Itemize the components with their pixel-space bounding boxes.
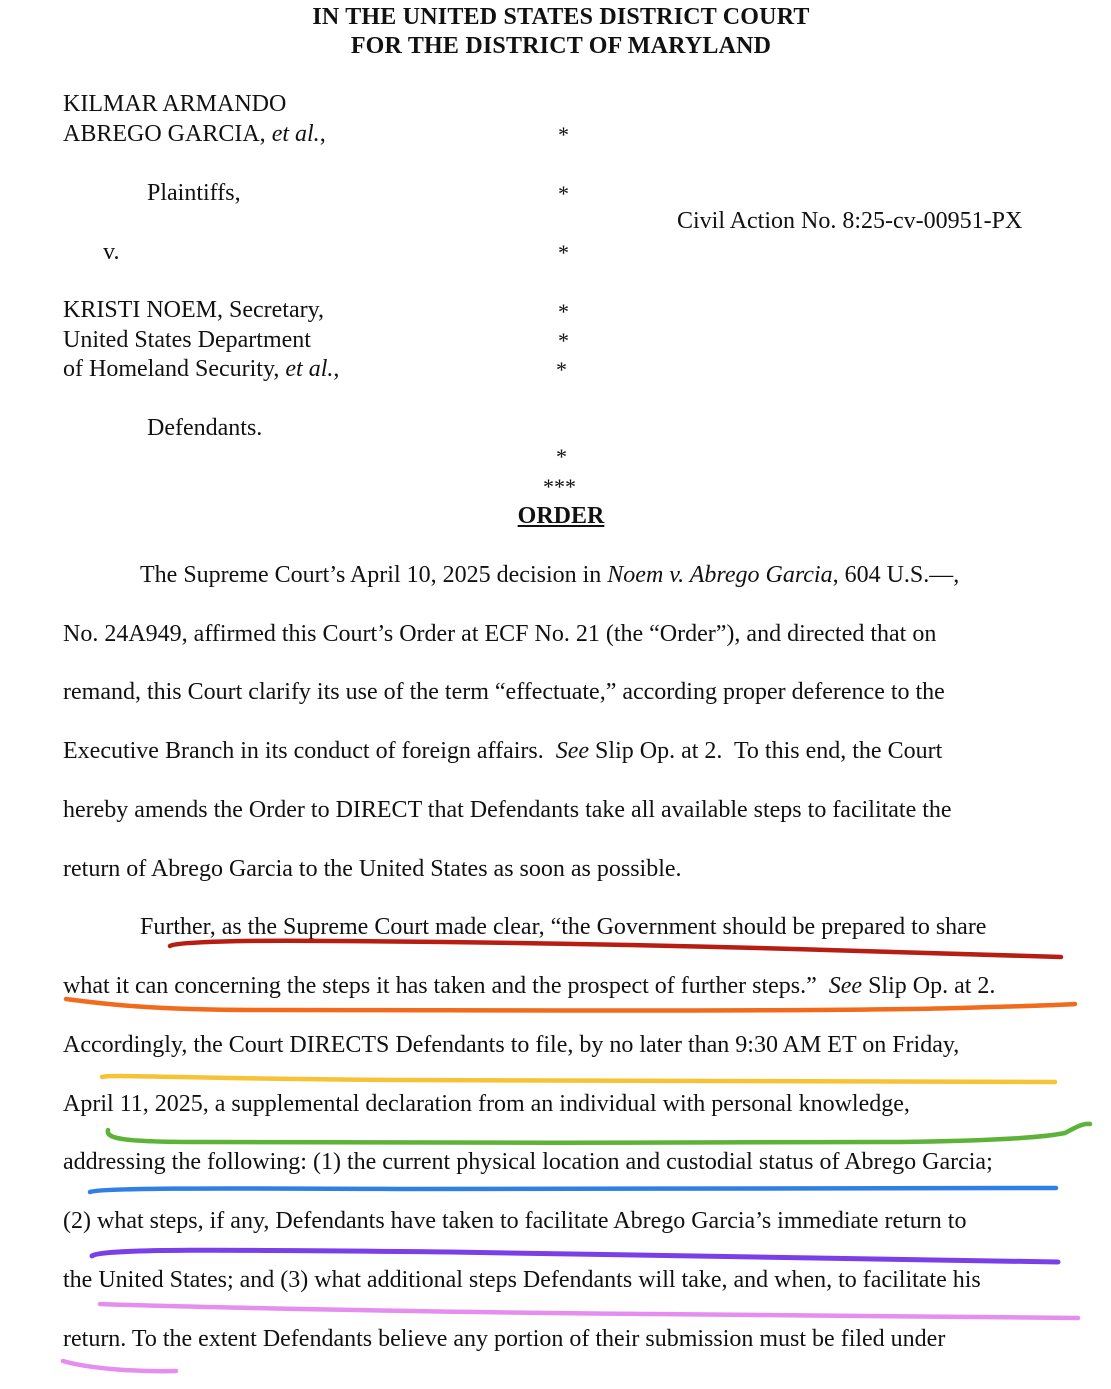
defendant-name-line2: United States Department — [63, 327, 311, 353]
text-run: Slip Op. at 2. — [862, 973, 996, 999]
et-al-text: et al. — [271, 121, 320, 147]
order-text-line: hereby amends the Order to DIRECT that Defendants take all available steps to facilitate the — [63, 797, 952, 823]
et-al-text: et al. — [285, 356, 334, 382]
versus-label: v. — [103, 239, 120, 265]
court-name-line1: IN THE UNITED STATES DISTRICT COURT — [312, 4, 810, 30]
caption-star: * — [558, 240, 569, 265]
defendant-name-line1: KRISTI NOEM, Secretary, — [63, 297, 325, 323]
underline-purple — [92, 1250, 1058, 1262]
underline-pink-short — [63, 1361, 176, 1371]
order-text-line: return. To the extent Defendants believe any portion of their submission must be filed under — [63, 1326, 946, 1352]
plaintiff-name-line2: ABREGO GARCIA, et al., — [63, 121, 326, 147]
caption-star: * — [558, 328, 569, 353]
plaintiffs-label: Plaintiffs, — [147, 180, 241, 206]
underline-green — [108, 1124, 1090, 1143]
underline-blue — [90, 1188, 1056, 1192]
defendants-label: Defendants. — [147, 415, 263, 441]
order-text-line: return of Abrego Garcia to the United States as soon as possible. — [63, 856, 682, 882]
citation-signal: See — [555, 738, 590, 764]
plaintiff-name-line1: KILMAR ARMANDO — [63, 91, 287, 117]
civil-action-number: Civil Action No. 8:25-cv-00951-PX — [677, 208, 1023, 234]
underline-red — [170, 941, 1061, 957]
order-text-line: Further, as the Supreme Court made clear, “the Government should be prepared to share — [140, 914, 987, 940]
plaintiff-name: ABREGO GARCIA, — [63, 121, 266, 147]
text-run: Slip Op. at 2. To this end, the Court — [589, 738, 943, 764]
underline-pink — [100, 1304, 1078, 1318]
defendant-name-line3: of Homeland Security, et al., — [63, 356, 340, 382]
underline-yellow — [102, 1076, 1055, 1082]
court-name-line2: FOR THE DISTRICT OF MARYLAND — [350, 33, 772, 59]
caption-star: * — [556, 444, 567, 469]
case-name: Noem v. Abrego Garcia — [607, 562, 833, 588]
order-text-line: April 11, 2025, a supplemental declaration from an individual with personal knowledge, — [63, 1091, 910, 1117]
caption-star: * — [558, 299, 569, 324]
order-text-line: No. 24A949, affirmed this Court’s Order at ECF No. 21 (the “Order”), and directed that on — [63, 621, 937, 647]
order-title: ORDER — [517, 503, 605, 529]
order-text-line: the United States; and (3) what additional steps Defendants will take, and when, to facilitate his — [63, 1267, 981, 1293]
caption-star: * — [558, 122, 569, 147]
order-text-line: Accordingly, the Court DIRECTS Defendants to file, by no later than 9:30 AM ET on Friday, — [63, 1032, 960, 1058]
order-text-line: remand, this Court clarify its use of the term “effectuate,” according proper deference to the — [63, 679, 945, 705]
caption-star: * — [558, 181, 569, 206]
caption-star: * — [556, 357, 567, 382]
text-run: The Supreme Court’s April 10, 2025 decision in — [140, 562, 608, 588]
text-run: Executive Branch in its conduct of foreign affairs. — [63, 738, 556, 764]
order-text-line: addressing the following: (1) the current physical location and custodial status of Abrego Garcia; — [63, 1149, 993, 1175]
citation-signal: See — [828, 973, 863, 999]
defendant-agency: of Homeland Security, — [63, 356, 280, 382]
caption-stars-triple: *** — [543, 474, 576, 499]
order-text-line: (2) what steps, if any, Defendants have taken to facilitate Abrego Garcia’s immediate return to — [63, 1208, 967, 1234]
text-run: , 604 U.S.––, — [832, 562, 960, 588]
text-run: what it can concerning the steps it has taken and the prospect of further steps.” — [63, 973, 829, 999]
underline-orange — [66, 999, 1075, 1011]
